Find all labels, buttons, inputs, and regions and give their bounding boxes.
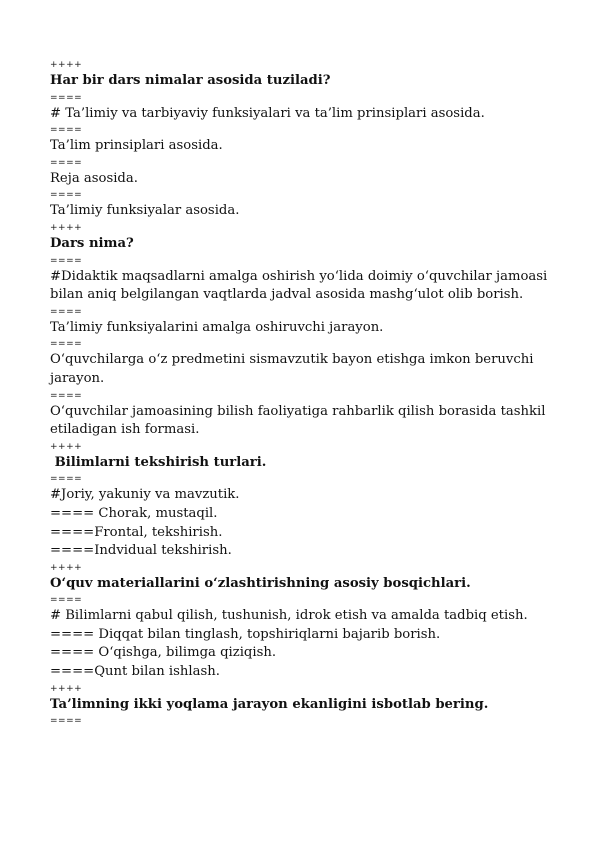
answer-separator: ==== xyxy=(50,306,83,317)
answer-text: ====Qunt bilan ishlash. xyxy=(50,664,220,680)
answer-text: #Didaktik maqsadlarni amalga oshirish yo‘lida doimiy o‘quvchilar jamoasi bilan aniq belgilangan vaqtlarda jadval asosida mashg‘ulot olib borish. xyxy=(50,268,548,303)
answer-separator: ==== xyxy=(50,595,83,606)
question-marker: ++++ xyxy=(50,222,83,233)
question-text: Dars nima? xyxy=(50,235,134,251)
answer-separator: ==== xyxy=(50,255,83,266)
answer-text: ==== O‘qishga, bilimga qiziqish. xyxy=(50,645,277,661)
answer-text: #Joriy, yakuniy va mavzutik. xyxy=(50,487,240,503)
question-marker: ++++ xyxy=(50,60,83,70)
answer-text: ==== Diqqat bilan tinglash, topshiriqlarni bajarib borish. xyxy=(50,626,441,642)
question-marker: ++++ xyxy=(50,562,83,573)
answer-text: # Bilimlarni qabul qilish, tushunish, idrok etish va amalda tadbiq etish. xyxy=(50,608,528,624)
answer-separator: ==== xyxy=(50,125,83,136)
question-text: Bilimlarni tekshirish turlari. xyxy=(50,454,267,470)
answer-text: Ta’lim prinsiplari asosida. xyxy=(50,138,223,154)
answer-text: Ta’limiy funksiyalar asosida. xyxy=(50,203,240,219)
answer-text: ==== Chorak, mustaqil. xyxy=(50,505,218,521)
answer-separator: ==== xyxy=(50,716,83,727)
answer-text: Reja asosida. xyxy=(50,170,138,186)
answer-separator: ==== xyxy=(50,190,83,201)
answer-separator: ==== xyxy=(50,339,83,350)
answer-separator: ==== xyxy=(50,390,83,401)
answer-separator: ==== xyxy=(50,157,83,168)
question-marker: ++++ xyxy=(50,441,83,452)
answer-separator: ==== xyxy=(50,92,83,103)
answer-separator: ==== xyxy=(50,474,83,485)
question-text: Har bir dars nimalar asosida tuziladi? xyxy=(50,73,331,88)
answer-text: O‘quvchilar jamoasining bilish faoliyatiga rahbarlik qilish borasida tashkil etiladigan ish formasi. xyxy=(50,403,546,438)
question-text: O‘quv materiallarini o‘zlashtirishning asosiy bosqichlari. xyxy=(50,575,471,591)
answer-text: O‘quvchilarga o‘z predmetini sismavzutik bayon etishga imkon beruvchi jarayon. xyxy=(50,352,534,386)
answer-text: Ta’limiy funksiyalarini amalga oshiruvchi jarayon. xyxy=(50,319,384,335)
question-text: Ta’limning ikki yoqlama jarayon ekanligini isbotlab bering. xyxy=(50,696,489,712)
question-marker: ++++ xyxy=(50,683,83,694)
answer-text: ====Frontal, tekshirish. xyxy=(50,524,223,540)
answer-text: # Ta’limiy va tarbiyaviy funksiyalari va ta’lim prinsiplari asosida. xyxy=(50,105,485,121)
answer-text: ====Indvidual tekshirish. xyxy=(50,543,232,559)
